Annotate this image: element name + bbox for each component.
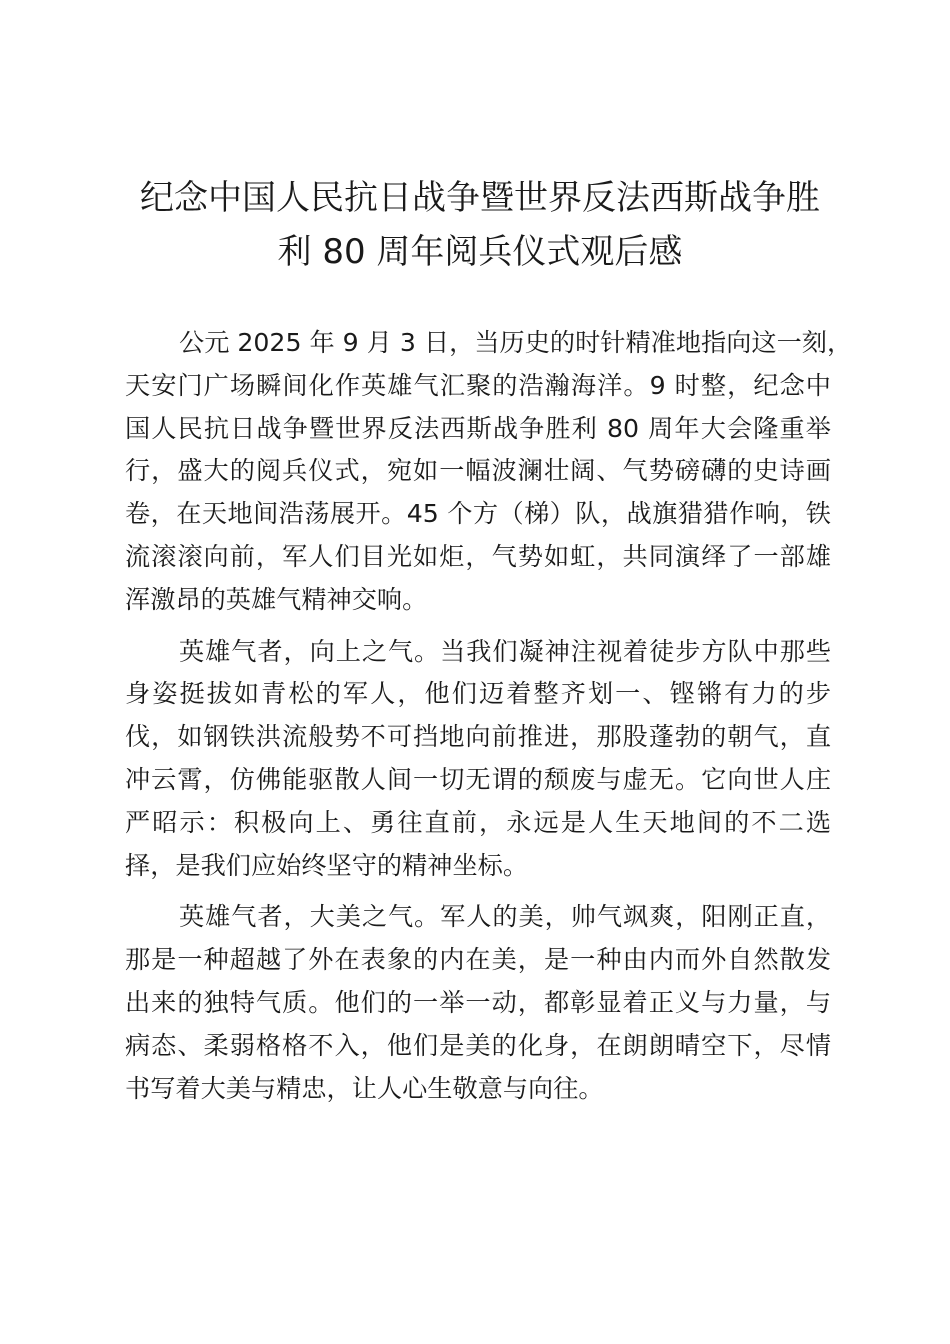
text-line: 伐，如钢铁洪流般势不可挡地向前推进，那股蓬勃的朝气，直 [125, 722, 831, 752]
document-title [100, 171, 860, 279]
paragraph-1 [125, 322, 853, 622]
text-line: 身姿挺拔如青松的军人，他们迈着整齐划一、铿锵有力的步 [125, 679, 831, 709]
text-line: 公元 2025 年 9 月 3 日，当历史的时针精准地指向这一刻， [179, 328, 853, 357]
text-line: 病态、柔弱格格不入，他们是美的化身，在朗朗晴空下，尽情 [125, 1030, 831, 1060]
text-line: 英雄气者，向上之气。当我们凝神注视着徒步方队中那些 [179, 636, 831, 666]
text-line: 择，是我们应始终坚守的精神坐标。 [125, 850, 528, 880]
text-line: 那是一种超越了外在表象的内在美，是一种由内而外自然散发 [125, 945, 831, 975]
text-line: 浑激昂的英雄气精神交响。 [125, 584, 428, 614]
title-line: 利 80 周年阅兵仪式观后感 [277, 232, 683, 272]
text-line: 行，盛大的阅兵仪式，宛如一幅波澜壮阔、气势磅礴的史诗画 [125, 456, 831, 486]
paragraph-2 [125, 631, 831, 888]
text-line: 冲云霄，仿佛能驱散人间一切无谓的颓废与虚无。它向世人庄 [125, 764, 831, 794]
text-line: 卷，在天地间浩荡展开。45 个方（梯）队，战旗猎猎作响，铁 [125, 499, 831, 529]
title-line: 纪念中国人民抗日战争暨世界反法西斯战争胜 [140, 178, 820, 218]
document-body [125, 322, 853, 1119]
text-line: 天安门广场瞬间化作英雄气汇聚的浩瀚海洋。9 时整，纪念中 [125, 370, 831, 400]
text-line: 严昭示：积极向上、勇往直前，永远是人生天地间的不二选 [125, 807, 831, 837]
text-line: 英雄气者，大美之气。军人的美，帅气飒爽，阳刚正直， [179, 902, 831, 932]
text-line: 书写着大美与精忠，让人心生敬意与向往。 [125, 1073, 604, 1103]
text-line: 国人民抗日战争暨世界反法西斯战争胜利 80 周年大会隆重举 [125, 413, 831, 443]
text-line: 流滚滚向前，军人们目光如炬，气势如虹，共同演绎了一部雄 [125, 541, 831, 571]
paragraph-3 [125, 896, 831, 1110]
text-line: 出来的独特气质。他们的一举一动，都彰显着正义与力量，与 [125, 987, 831, 1017]
